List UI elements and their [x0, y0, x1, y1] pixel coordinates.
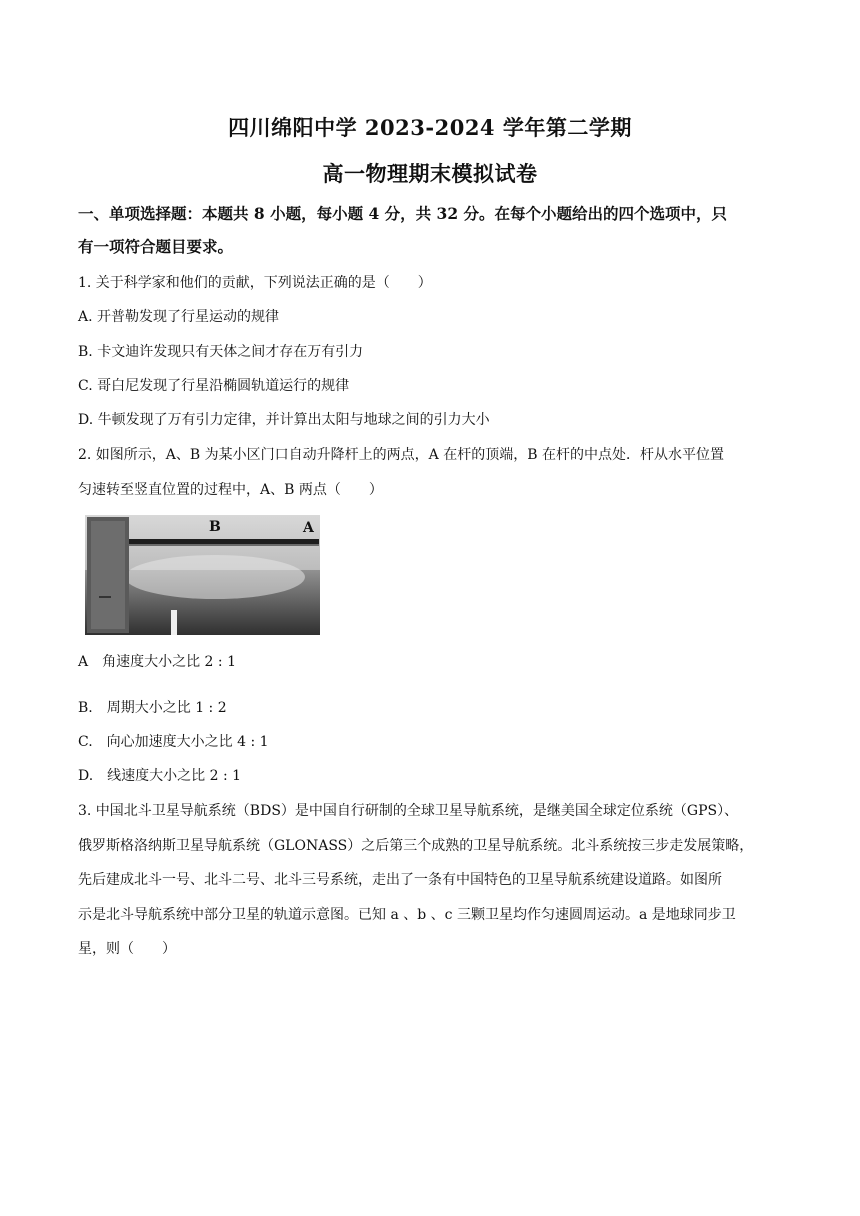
exam-subtitle: 高一物理期末模拟试卷 [322, 161, 538, 186]
q2-stem-line2: 匀速转至竖直位置的过程中，A、B 两点（ ） [78, 482, 383, 498]
q2-option-d: D. 线速度大小之比 2 : 1 [78, 768, 242, 784]
barrier-gate-photo [85, 515, 320, 635]
section-heading-line2: 有一项符合题目要求。 [78, 237, 234, 256]
q3-stem-line1: 3. 中国北斗卫星导航系统（BDS）是中国自行研制的全球卫星导航系统，是继美国全球定位系统（GPS）、 [78, 803, 739, 819]
q2-option-b: B. 周期大小之比 1 : 2 [78, 700, 227, 716]
q1-stem: 1. 关于科学家和他们的贡献，下列说法正确的是（ ） [78, 275, 432, 291]
q3-stem-line2: 俄罗斯格洛纳斯卫星导航系统（GLONASS）之后第三个成熟的卫星导航系统。北斗系统按三步走发展策略， [78, 838, 754, 854]
q2-option-a: A 角速度大小之比 2 : 1 [78, 654, 236, 670]
q1-option-d: D. 牛顿发现了万有引力定律，并计算出太阳与地球之间的引力大小 [78, 412, 490, 428]
exam-title: 四川绵阳中学 2023-2024 学年第二学期 [228, 115, 632, 140]
q3-stem-line5: 星，则（ ） [78, 941, 176, 957]
figure-label-a: A [303, 520, 314, 536]
q3-stem-line3: 先后建成北斗一号、北斗二号、北斗三号系统，走出了一条有中国特色的卫星导航系统建设道路。如图所 [78, 872, 722, 888]
figure-label-b: B [209, 519, 221, 535]
barrier-gate-figure [85, 515, 320, 635]
q1-option-b: B. 卡文迪许发现只有天体之间才存在万有引力 [78, 344, 364, 360]
q2-stem-line1: 2. 如图所示，A、B 为某小区门口自动升降杆上的两点，A 在杆的顶端，B 在杆的中点处．杆从水平位置 [78, 447, 724, 463]
q1-option-c: C. 哥白尼发现了行星沿椭圆轨道运行的规律 [78, 378, 350, 394]
q1-option-a: A. 开普勒发现了行星运动的规律 [78, 309, 280, 325]
q3-stem-line4: 示是北斗导航系统中部分卫星的轨道示意图。已知 a 、b 、c 三颗卫星均作匀速圆周运动。a 是地球同步卫 [78, 907, 736, 923]
section-heading [78, 197, 788, 263]
section-heading-line1: 一、单项选择题：本题共 8 小题，每小题 4 分，共 32 分。在每个小题给出的四个选项中，只 [78, 204, 728, 223]
q2-option-c: C. 向心加速度大小之比 4 : 1 [78, 734, 269, 750]
